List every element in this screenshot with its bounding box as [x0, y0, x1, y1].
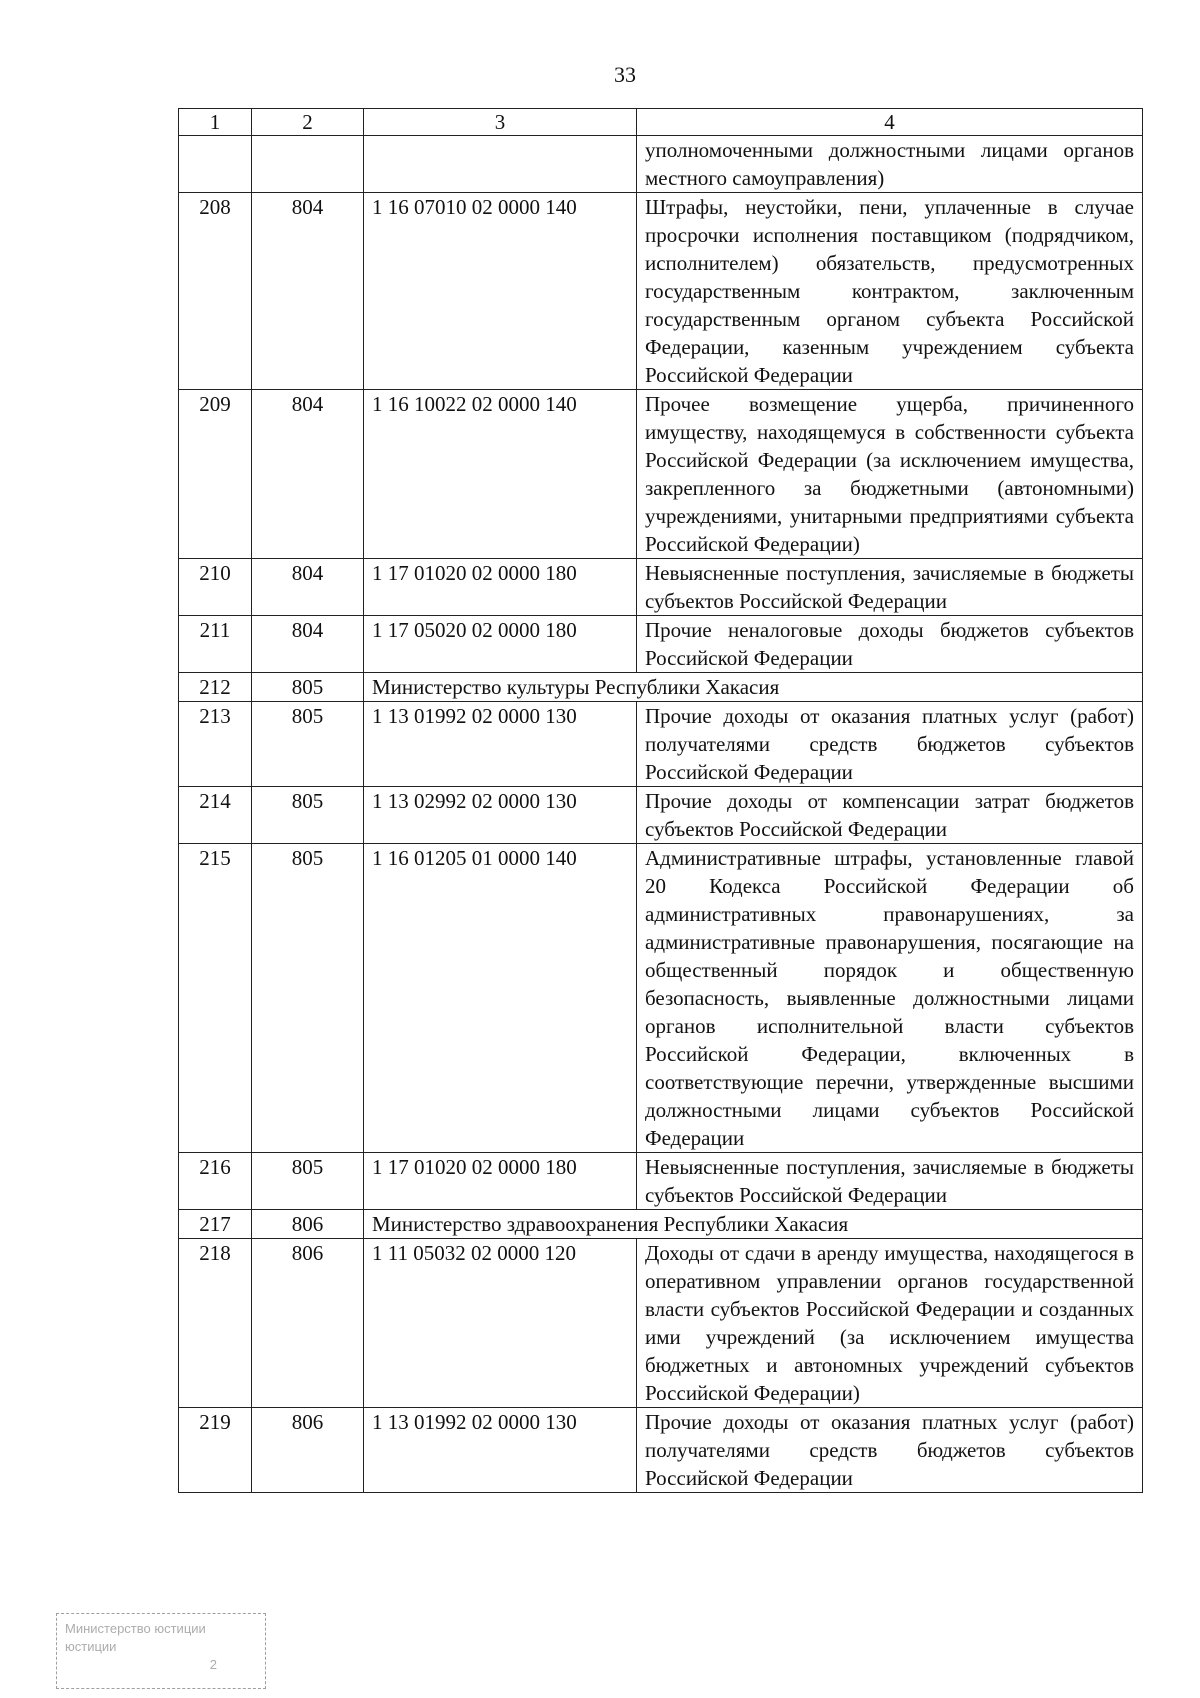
revenue-code-cell: 1 16 10022 02 0000 140 — [364, 390, 637, 559]
admin-code-cell: 805 — [252, 702, 364, 787]
admin-code-cell: 804 — [252, 390, 364, 559]
revenue-description-cell: Невыясненные поступления, зачисляемые в бюджеты субъектов Российской Федерации — [637, 1153, 1143, 1210]
table-row — [179, 390, 1143, 559]
revenue-code-cell: 1 16 01205 01 0000 140 — [364, 844, 637, 1153]
row-number-cell — [179, 136, 252, 193]
stamp-line-2: юстиции — [65, 1639, 117, 1654]
revenue-code-cell: 1 13 02992 02 0000 130 — [364, 787, 637, 844]
admin-code-cell: 804 — [252, 559, 364, 616]
admin-code-cell — [252, 136, 364, 193]
row-number-cell: 211 — [179, 616, 252, 673]
revenue-description-cell: Прочие неналоговые доходы бюджетов субъектов Российской Федерации — [637, 616, 1143, 673]
header-col-4: 4 — [637, 109, 1143, 136]
table-row — [179, 673, 1143, 702]
row-number-cell: 219 — [179, 1408, 252, 1493]
row-number-cell: 212 — [179, 673, 252, 702]
table-row — [179, 1210, 1143, 1239]
revenue-description-cell: Штрафы, неустойки, пени, уплаченные в случае просрочки исполнения поставщиком (подрядчиком, исполнителем) обязательств, предусмотренных государственным контрактом, заключенным государственным органом субъекта Российской Федерации, казенным учреждением субъекта Российской Федерации — [637, 193, 1143, 390]
revenue-code-cell: 1 17 05020 02 0000 180 — [364, 616, 637, 673]
revenue-code-cell: 1 17 01020 02 0000 180 — [364, 559, 637, 616]
table-row — [179, 702, 1143, 787]
table-row — [179, 136, 1143, 193]
revenue-description-cell: Прочие доходы от компенсации затрат бюджетов субъектов Российской Федерации — [637, 787, 1143, 844]
revenue-description-cell: Прочие доходы от оказания платных услуг (работ) получателями средств бюджетов субъектов Российской Федерации — [637, 702, 1143, 787]
row-number-cell: 208 — [179, 193, 252, 390]
row-number-cell: 215 — [179, 844, 252, 1153]
stamp-line-1: Министерство юстиции — [65, 1621, 206, 1636]
ministry-name-cell: Министерство культуры Республики Хакасия — [364, 673, 1143, 702]
row-number-cell: 214 — [179, 787, 252, 844]
revenue-code-cell — [364, 136, 637, 193]
admin-code-cell: 805 — [252, 673, 364, 702]
row-number-cell: 216 — [179, 1153, 252, 1210]
row-number-cell: 217 — [179, 1210, 252, 1239]
revenue-code-cell: 1 16 07010 02 0000 140 — [364, 193, 637, 390]
table-row — [179, 844, 1143, 1153]
row-number-cell: 209 — [179, 390, 252, 559]
admin-code-cell: 805 — [252, 1153, 364, 1210]
revenue-description-cell: Административные штрафы, установленные главой 20 Кодекса Российской Федерации об административных правонарушениях, за административные правонарушения, посягающие на общественный порядок и общественную безопасность, выявленные должностными лицами органов исполнительной власти субъектов Российской Федерации, включенных в соответствующие перечни, утвержденные высшими должностными лицами субъектов Российской Федерации — [637, 844, 1143, 1153]
page-number: 33 — [614, 62, 636, 87]
header-row — [179, 109, 1143, 136]
revenue-description-cell: уполномоченными должностными лицами органов местного самоуправления) — [637, 136, 1143, 193]
revenue-code-cell: 1 17 01020 02 0000 180 — [364, 1153, 637, 1210]
row-number-cell: 210 — [179, 559, 252, 616]
table-row — [179, 559, 1143, 616]
revenue-code-cell: 1 13 01992 02 0000 130 — [364, 702, 637, 787]
revenue-description-cell: Доходы от сдачи в аренду имущества, находящегося в оперативном управлении органов государственной власти субъектов Российской Федерации и созданных ими учреждений (за исключением имущества бюджетных и автономных учреждений субъектов Российской Федерации) — [637, 1239, 1143, 1408]
admin-code-cell: 805 — [252, 787, 364, 844]
revenue-description-cell: Прочие доходы от оказания платных услуг (работ) получателями средств бюджетов субъектов Российской Федерации — [637, 1408, 1143, 1493]
revenue-description-cell: Прочее возмещение ущерба, причиненного имуществу, находящемуся в собственности субъекта Российской Федерации (за исключением имущества, закрепленного за бюджетными (автономными) учреждениями, унитарными предприятиями субъекта Российской Федерации) — [637, 390, 1143, 559]
header-col-2: 2 — [252, 109, 364, 136]
admin-code-cell: 806 — [252, 1408, 364, 1493]
revenue-description-cell: Невыясненные поступления, зачисляемые в бюджеты субъектов Российской Федерации — [637, 559, 1143, 616]
revenue-table — [178, 108, 1143, 1493]
row-number-cell: 218 — [179, 1239, 252, 1408]
table-body — [179, 136, 1143, 1493]
admin-code-cell: 804 — [252, 616, 364, 673]
registration-stamp — [56, 1613, 266, 1689]
row-number-cell: 213 — [179, 702, 252, 787]
table-row — [179, 193, 1143, 390]
table-row — [179, 1408, 1143, 1493]
stamp-line-3: 2 — [209, 1657, 217, 1672]
revenue-code-cell: 1 13 01992 02 0000 130 — [364, 1408, 637, 1493]
revenue-code-cell: 1 11 05032 02 0000 120 — [364, 1239, 637, 1408]
admin-code-cell: 806 — [252, 1239, 364, 1408]
header-col-3: 3 — [364, 109, 637, 136]
header-col-1: 1 — [179, 109, 252, 136]
ministry-name-cell: Министерство здравоохранения Республики Хакасия — [364, 1210, 1143, 1239]
table-row — [179, 616, 1143, 673]
admin-code-cell: 806 — [252, 1210, 364, 1239]
table-row — [179, 787, 1143, 844]
admin-code-cell: 804 — [252, 193, 364, 390]
table-row — [179, 1153, 1143, 1210]
admin-code-cell: 805 — [252, 844, 364, 1153]
table-row — [179, 1239, 1143, 1408]
